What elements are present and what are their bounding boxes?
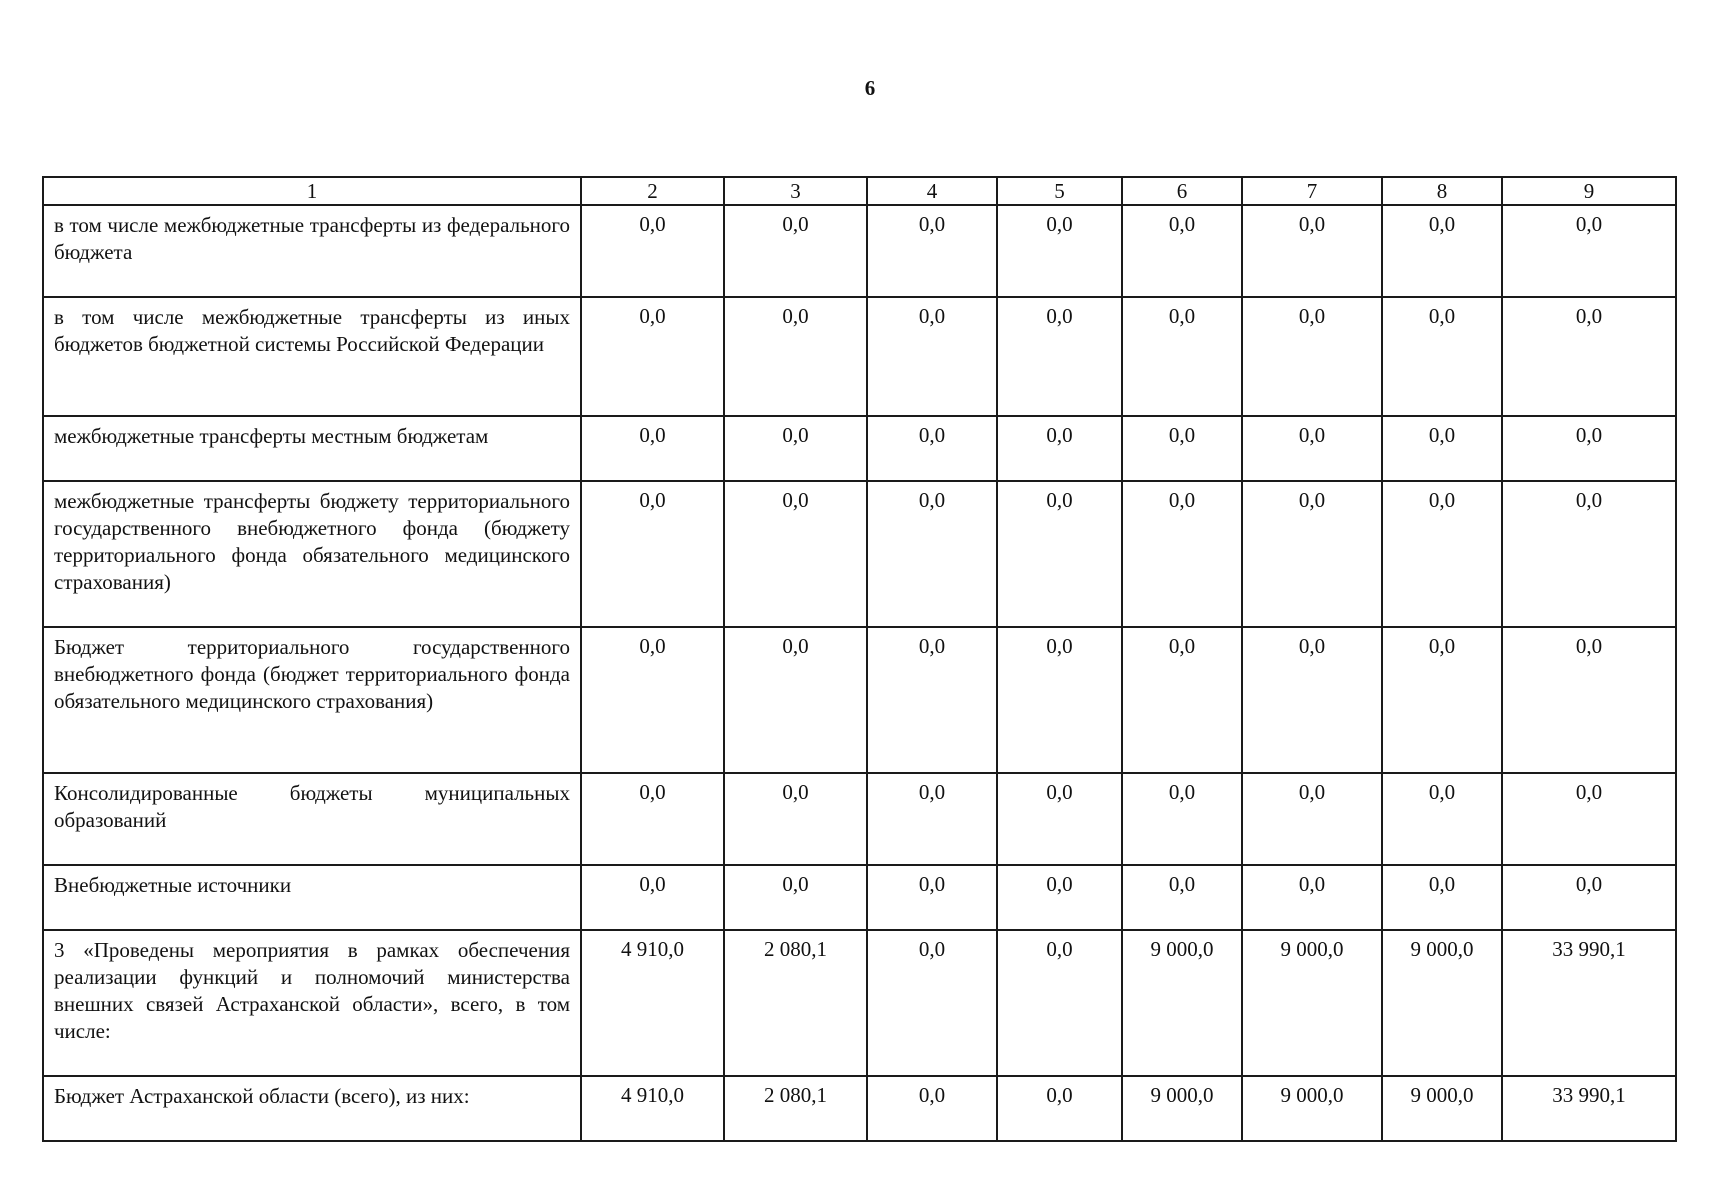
value-cell: 4 910,0	[581, 930, 724, 1076]
column-header: 8	[1382, 177, 1502, 205]
value-cell: 33 990,1	[1502, 930, 1676, 1076]
table-row	[43, 930, 1676, 1076]
value-cell: 9 000,0	[1122, 930, 1242, 1076]
value-cell: 0,0	[997, 773, 1122, 865]
value-cell: 0,0	[867, 416, 997, 481]
value-cell: 0,0	[1382, 205, 1502, 297]
value-cell: 0,0	[724, 416, 867, 481]
value-cell: 9 000,0	[1122, 1076, 1242, 1141]
column-header: 4	[867, 177, 997, 205]
value-cell: 0,0	[1382, 773, 1502, 865]
column-header: 3	[724, 177, 867, 205]
value-cell: 0,0	[997, 930, 1122, 1076]
value-cell: 9 000,0	[1382, 930, 1502, 1076]
value-cell: 0,0	[867, 1076, 997, 1141]
row-label: Бюджет территориального государственного внебюджетного фонда (бюджет территориального фонда обязательного медицинского страхования)	[43, 627, 581, 773]
value-cell: 0,0	[1122, 205, 1242, 297]
value-cell: 0,0	[581, 865, 724, 930]
value-cell: 0,0	[1122, 297, 1242, 416]
table-row	[43, 865, 1676, 930]
value-cell: 0,0	[1122, 865, 1242, 930]
value-cell: 0,0	[581, 481, 724, 627]
value-cell: 0,0	[1502, 205, 1676, 297]
value-cell: 0,0	[581, 297, 724, 416]
value-cell: 0,0	[1382, 481, 1502, 627]
column-header: 2	[581, 177, 724, 205]
value-cell: 0,0	[1502, 773, 1676, 865]
row-label: Бюджет Астраханской области (всего), из них:	[43, 1076, 581, 1141]
value-cell: 0,0	[1122, 416, 1242, 481]
row-label: в том числе межбюджетные трансферты из иных бюджетов бюджетной системы Российской Федерации	[43, 297, 581, 416]
column-header: 7	[1242, 177, 1382, 205]
value-cell: 0,0	[1382, 865, 1502, 930]
budget-table	[42, 176, 1677, 1142]
value-cell: 0,0	[724, 481, 867, 627]
table-row	[43, 773, 1676, 865]
value-cell: 33 990,1	[1502, 1076, 1676, 1141]
value-cell: 0,0	[1502, 865, 1676, 930]
value-cell: 0,0	[724, 865, 867, 930]
value-cell: 0,0	[997, 1076, 1122, 1141]
value-cell: 0,0	[581, 773, 724, 865]
value-cell: 9 000,0	[1242, 1076, 1382, 1141]
value-cell: 0,0	[997, 297, 1122, 416]
value-cell: 0,0	[867, 481, 997, 627]
value-cell: 0,0	[1242, 773, 1382, 865]
page-number: 6	[864, 76, 876, 100]
value-cell: 0,0	[1382, 416, 1502, 481]
value-cell: 0,0	[1242, 865, 1382, 930]
table-row	[43, 205, 1676, 297]
value-cell: 4 910,0	[581, 1076, 724, 1141]
value-cell: 0,0	[1502, 481, 1676, 627]
value-cell: 0,0	[1242, 297, 1382, 416]
value-cell: 0,0	[1122, 773, 1242, 865]
column-header: 1	[43, 177, 581, 205]
value-cell: 0,0	[1382, 297, 1502, 416]
value-cell: 0,0	[997, 627, 1122, 773]
value-cell: 0,0	[997, 865, 1122, 930]
value-cell: 0,0	[1242, 205, 1382, 297]
value-cell: 0,0	[581, 416, 724, 481]
value-cell: 9 000,0	[1382, 1076, 1502, 1141]
value-cell: 0,0	[1242, 416, 1382, 481]
row-label: межбюджетные трансферты местным бюджетам	[43, 416, 581, 481]
value-cell: 0,0	[1502, 297, 1676, 416]
value-cell: 2 080,1	[724, 930, 867, 1076]
value-cell: 0,0	[1242, 627, 1382, 773]
value-cell: 0,0	[1242, 481, 1382, 627]
table-row	[43, 297, 1676, 416]
table-row	[43, 481, 1676, 627]
table-row	[43, 1076, 1676, 1141]
table-row	[43, 416, 1676, 481]
value-cell: 0,0	[867, 773, 997, 865]
value-cell: 0,0	[724, 773, 867, 865]
value-cell: 9 000,0	[1242, 930, 1382, 1076]
value-cell: 2 080,1	[724, 1076, 867, 1141]
value-cell: 0,0	[997, 205, 1122, 297]
table-row	[43, 627, 1676, 773]
value-cell: 0,0	[1122, 481, 1242, 627]
column-header: 5	[997, 177, 1122, 205]
value-cell: 0,0	[867, 930, 997, 1076]
column-header: 6	[1122, 177, 1242, 205]
row-label: Консолидированные бюджеты муниципальных образований	[43, 773, 581, 865]
value-cell: 0,0	[997, 481, 1122, 627]
value-cell: 0,0	[867, 205, 997, 297]
value-cell: 0,0	[724, 627, 867, 773]
value-cell: 0,0	[1382, 627, 1502, 773]
column-header: 9	[1502, 177, 1676, 205]
header-row	[43, 177, 1676, 205]
value-cell: 0,0	[867, 297, 997, 416]
value-cell: 0,0	[581, 205, 724, 297]
row-label: межбюджетные трансферты бюджету территориального государственного внебюджетного фонда (бюджету территориального фонда обязательного медицинского страхования)	[43, 481, 581, 627]
value-cell: 0,0	[867, 865, 997, 930]
row-label: 3 «Проведены мероприятия в рамках обеспечения реализации функций и полномочий министерства внешних связей Астраханской области», всего, в том числе:	[43, 930, 581, 1076]
row-label: в том числе межбюджетные трансферты из федерального бюджета	[43, 205, 581, 297]
value-cell: 0,0	[724, 205, 867, 297]
value-cell: 0,0	[1502, 416, 1676, 481]
value-cell: 0,0	[1122, 627, 1242, 773]
row-label: Внебюджетные источники	[43, 865, 581, 930]
value-cell: 0,0	[867, 627, 997, 773]
value-cell: 0,0	[997, 416, 1122, 481]
value-cell: 0,0	[724, 297, 867, 416]
value-cell: 0,0	[581, 627, 724, 773]
value-cell: 0,0	[1502, 627, 1676, 773]
